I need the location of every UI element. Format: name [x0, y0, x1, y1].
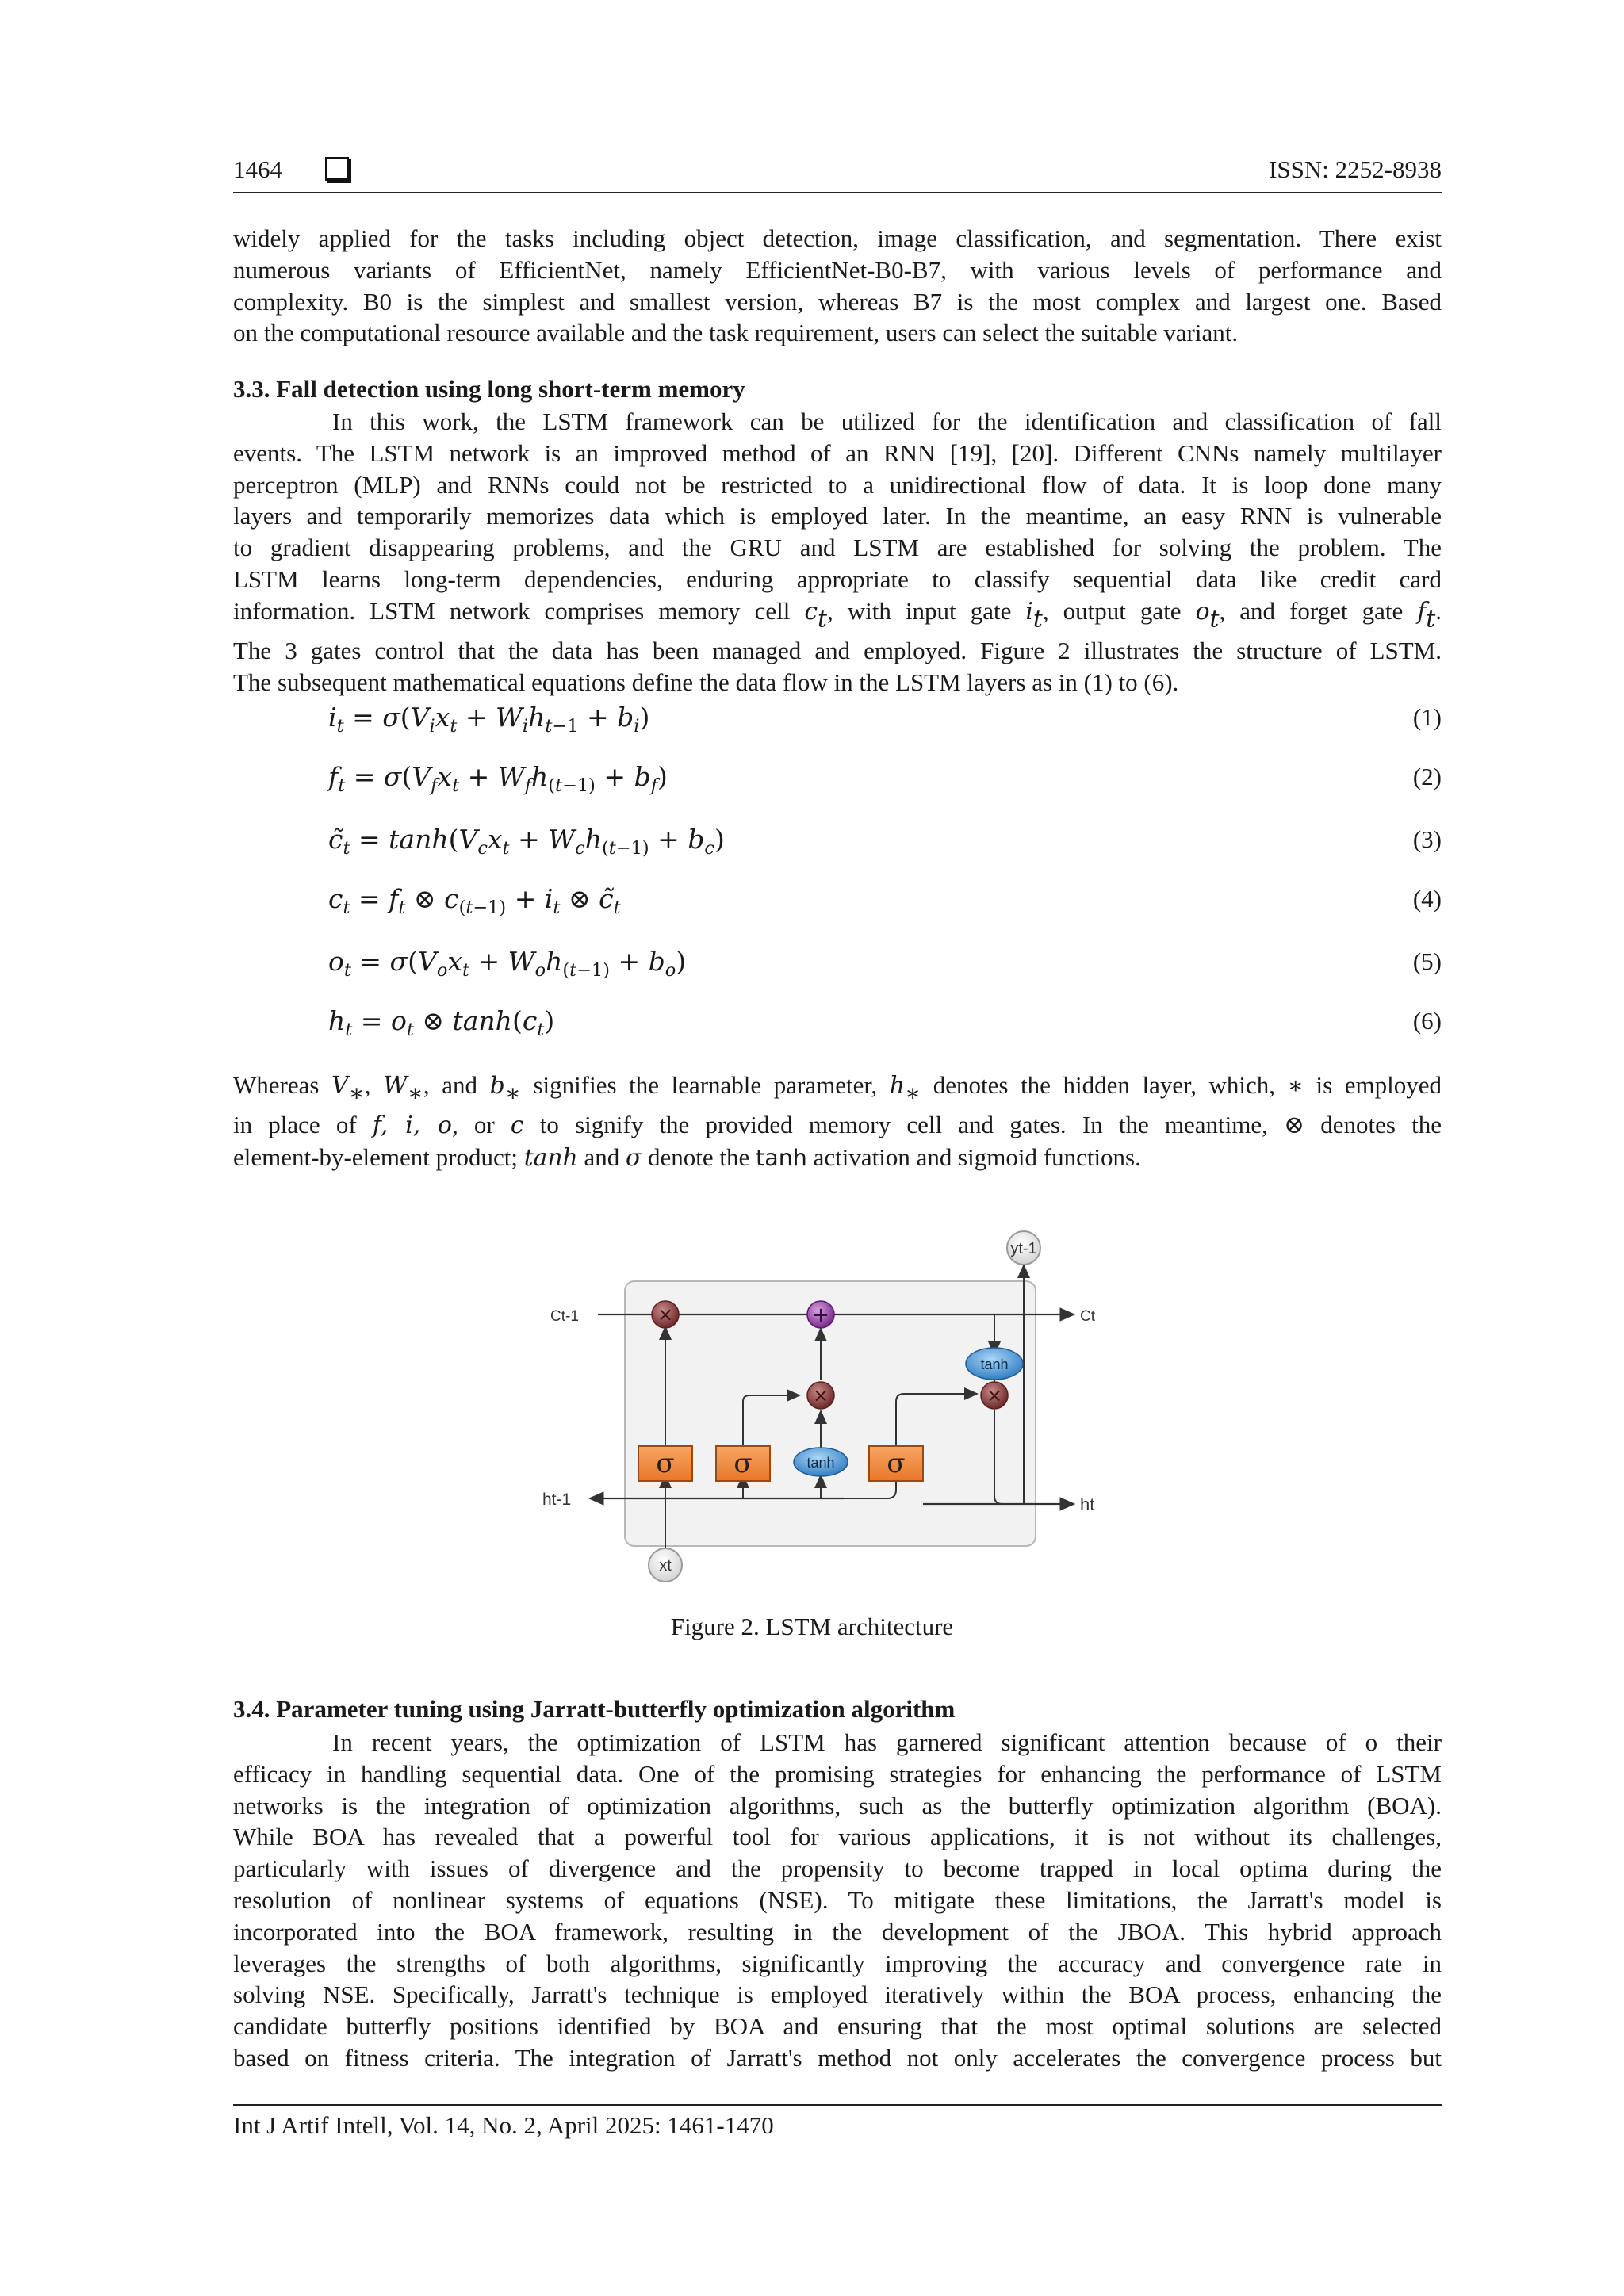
footer-rule — [233, 2104, 1442, 2106]
text-line: element-by-element product; tanh and σ denote the tanh activation and sigmoid functions. — [233, 1143, 1141, 1173]
text-line: solving NSE. Specifically, Jarratt's technique is employed iteratively within the BOA process, enhancing the — [233, 1980, 1442, 2009]
output-gate-sigma — [869, 1446, 923, 1481]
issn: ISSN: 2252-8938 — [1269, 155, 1442, 183]
svg-text:×: × — [812, 1384, 829, 1406]
text-line: layers and temporarily memorizes data which is employed later. In the meantime, an easy RNN is vulnerable — [233, 502, 1442, 530]
equation-4-expression: $c_t = f_t$ ⊗ $c_{(t-1)} + i_t$ ⊗ $c̃_t$ — [328, 883, 621, 919]
lstm-architecture-figure — [542, 1218, 1113, 1592]
section-3-4-paragraph — [233, 1727, 1442, 2074]
text-line: While BOA has revealed that a powerful tool for various applications, it is not without its challenges, — [233, 1823, 1442, 1851]
square-bullet-icon — [325, 157, 349, 181]
text-line: LSTM learns long-term dependencies, enduring appropriate to classify sequential data like credit card — [233, 564, 1442, 593]
cell-add-node — [807, 1301, 834, 1328]
figure-caption: Figure 2. LSTM architecture — [670, 1613, 954, 1640]
text-line: widely applied for the tasks including object detection, image classification, and segmentation. There exist — [233, 224, 1442, 252]
candidate-tanh-node — [794, 1448, 848, 1476]
svg-text:+: + — [812, 1303, 829, 1327]
text-line: The 3 gates control that the data has been managed and employed. Figure 2 illustrates the structure of LSTM. — [233, 637, 1442, 665]
text-line: perceptron (MLP) and RNNs could not be restricted to a unidirectional flow of data. It is loop done many — [233, 470, 1442, 499]
running-header — [233, 152, 1442, 192]
output-multiply-node — [981, 1382, 1008, 1409]
equation-5-expression: $o_t = \sigma(V_ox_t + W_oh_{(t-1)} + b_o)$ — [328, 946, 687, 982]
text-line-gates: information. LSTM network comprises memory cell $c_t$, with input gate $i_t$, output gate $o_t$, and forget gate $f_t$. — [233, 596, 1442, 633]
cell-tanh-node — [966, 1348, 1023, 1380]
text-line: efficacy in handling sequential data. One of the promising strategies for enhancing the performance of LSTM — [233, 1759, 1442, 1788]
text-line: on the computational resource available and the task requirement, users can select the suitable variant. — [233, 319, 1239, 347]
text-line: to gradient disappearing problems, and the GRU and LSTM are established for solving the problem. The — [233, 534, 1442, 562]
text-line: based on fitness criteria. The integration of Jarratt's method not only accelerates the convergence process but — [233, 2043, 1442, 2072]
lstm-diagram — [542, 1218, 1113, 1592]
h-prev-label: ht-1 — [542, 1490, 572, 1509]
text-line: complexity. B0 is the simplest and smallest version, whereas B7 is the most complex and largest one. Based — [233, 287, 1442, 316]
text-line: incorporated into the BOA framework, resulting in the development of the JBOA. This hybrid approach — [233, 1917, 1442, 1946]
x-input-label: xt — [659, 1557, 672, 1575]
text-line: leverages the strengths of both algorithms, significantly improving the accuracy and convergence rate in — [233, 1949, 1442, 1977]
input-gate-sigma — [716, 1446, 770, 1481]
text-line: In this work, the LSTM framework can be utilized for the identification and classification of fall — [332, 408, 1442, 435]
h-next-label: ht — [1080, 1494, 1095, 1514]
text-line: in place of f, i, o, or c to signify the provided memory cell and gates. In the meantime, ⊗ denotes the — [233, 1111, 1442, 1140]
equation-6 — [328, 1005, 1442, 1042]
equation-1 — [328, 702, 1442, 738]
equation-4 — [328, 883, 1442, 920]
intro-paragraph — [233, 223, 1442, 349]
text-line: resolution of nonlinear systems of equations (NSE). To mitigate these limitations, the Jarratt's model is — [233, 1885, 1442, 1914]
forget-gate-sigma — [638, 1446, 692, 1481]
text-line: particularly with issues of divergence and the propensity to become trapped in local optima during the — [233, 1854, 1442, 1883]
text-line: candidate butterfly positions identified by BOA and ensuring that the most optimal solutions are selected — [233, 2012, 1442, 2041]
header-rule — [233, 192, 1442, 193]
text-line: networks is the integration of optimization algorithms, such as the butterfly optimization algorithm (BOA). — [233, 1791, 1442, 1820]
section-heading-3-3: 3.3. Fall detection using long short-term memory — [233, 375, 745, 403]
text-line: In recent years, the optimization of LSTM has garnered significant attention because of o their — [332, 1728, 1442, 1756]
equation-2-expression: $f_t = \sigma(V_fx_t + W_fh_{(t-1)} + b_f)$ — [328, 761, 668, 797]
equation-3-number: (3) — [1412, 825, 1442, 853]
text-line: Whereas $V_∗$, $W_∗$, and $b_∗$ signifies the learnable parameter, $h_∗$ denotes the hidden layer, which, ∗ is employed — [233, 1071, 1442, 1108]
y-output-label: yt-1 — [1010, 1240, 1037, 1257]
page-number: 1464 — [233, 155, 282, 183]
equation-3-expression: $c̃_t = \tanh(V_cx_t + W_ch_{(t-1)} + b_c)$ — [328, 824, 725, 859]
text-line: events. The LSTM network is an improved method of an RNN [19], [20]. Different CNNs namely multilayer — [233, 438, 1442, 467]
text-line: The subsequent mathematical equations define the data flow in the LSTM layers as in (1) to (6). — [233, 668, 1179, 696]
svg-text:σ: σ — [887, 1448, 906, 1479]
equation-1-number: (1) — [1412, 703, 1442, 731]
text-line: numerous variants of EfficientNet, namely EfficientNet-B0-B7, with various levels of performance and — [233, 255, 1442, 284]
svg-text:σ: σ — [656, 1448, 675, 1479]
equation-2-number: (2) — [1412, 763, 1442, 790]
running-footer: Int J Artif Intell, Vol. 14, No. 2, April 2025: 1461-1470 — [233, 2111, 774, 2139]
equation-5-number: (5) — [1412, 947, 1442, 975]
input-multiply-node — [807, 1382, 834, 1409]
svg-text:tanh: tanh — [980, 1357, 1009, 1372]
section-3-3-paragraph — [233, 406, 1442, 698]
svg-text:×: × — [986, 1384, 1003, 1406]
equation-4-number: (4) — [1412, 885, 1442, 913]
c-prev-label: Ct-1 — [550, 1308, 579, 1325]
svg-text:σ: σ — [733, 1448, 753, 1479]
equation-2 — [328, 761, 1442, 798]
equation-3 — [328, 824, 1442, 860]
c-next-label: Ct — [1080, 1308, 1095, 1325]
explanation-paragraph — [233, 1070, 1442, 1174]
equation-5 — [328, 946, 1442, 982]
section-heading-3-4: 3.4. Parameter tuning using Jarratt-butterfly optimization algorithm — [233, 1695, 956, 1723]
forget-multiply-node — [652, 1301, 679, 1328]
svg-text:tanh: tanh — [806, 1455, 835, 1471]
equation-1-expression: $i_t = \sigma(V_ix_t + W_ih_{t-1} + b_i)$ — [328, 702, 650, 737]
equation-6-number: (6) — [1412, 1007, 1442, 1035]
equation-6-expression: $h_t = o_t$ ⊗ $\tanh(c_t)$ — [328, 1005, 555, 1041]
svg-text:×: × — [657, 1303, 674, 1326]
